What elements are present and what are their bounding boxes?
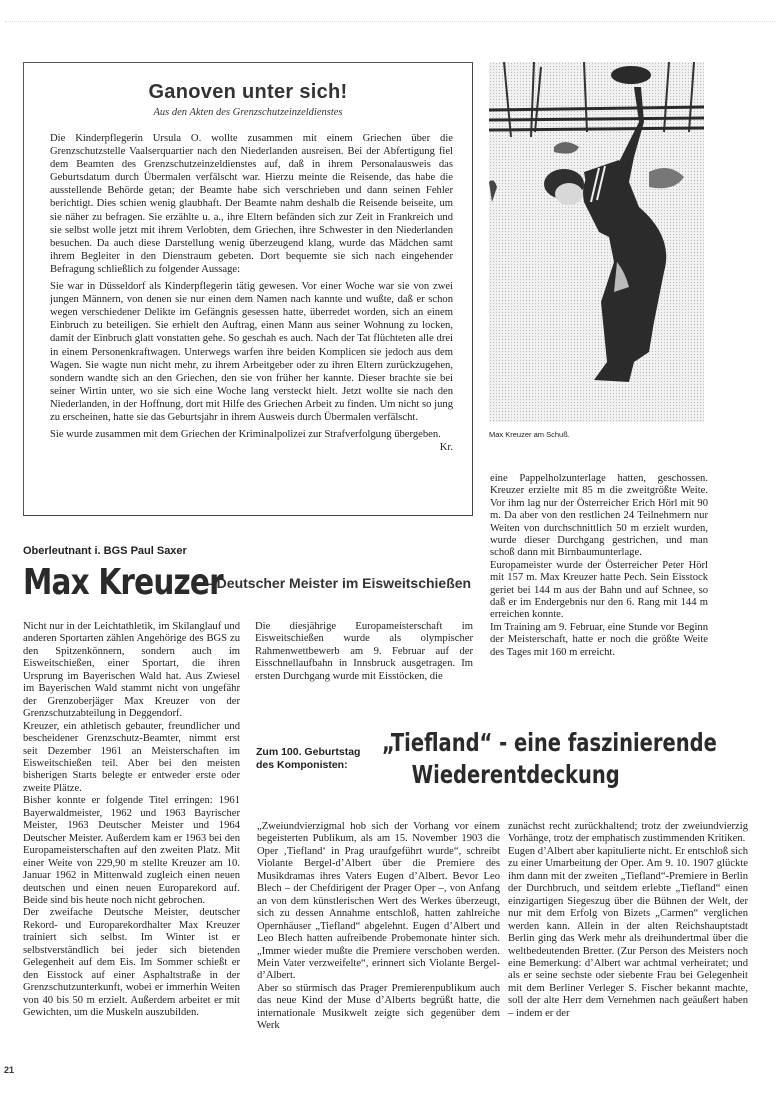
article-title: Ganoven unter sich! (148, 81, 348, 103)
page-edge-artifact (5, 21, 775, 23)
paragraph: Die diesjährige Europameisterschaft im Eisweitschießen wurde als olympischer Rahmenwettbewerb am 9. Februar auf der Eisschnellaufbahn in Innsbruck ausgetragen. Im ersten Durchgang wurde mit Eisstöcken, die (255, 621, 473, 682)
paragraph: Der zweifache Deutsche Meister, deutscher Rekord- und Europarekordhalter Max Kreuzer trainiert sich selbst. Im Winter ist er selbstverständlich bei jeder sich bietenden Gelegenheit auf dem Eis. Im Sommer schießt er den Eisstock auf einer Asphaltstraße in der Grenzschutzunterkunft, wobei er immerhin Weiten von 40 bis 50 m erzielt. Außerdem arbeitet er mit Gewichten, um die Muskeln auszubilden. (23, 907, 240, 1019)
headline-main: Max Kreuzer (23, 562, 223, 603)
paragraph (50, 428, 453, 454)
paragraph: Europameister wurde der Österreicher Peter Hörl mit 157 m. Max Kreuzer hatte Pech. Sein Eisstock geriet bei 144 m aus der Bahn und auf Schnee, so daß er im Endergebnis nur den 6. Rang mit 144 m erreichen konnte. (490, 559, 708, 621)
kreuzer-article-column-1 (23, 621, 240, 1020)
paragraph: Die Kinderpflegerin Ursula O. wollte zusammen mit einem Griechen über die Grenzschutzstelle Vaalserquartier nach den Niederlanden ausreisen. Bei der Abfertigung fiel dem Beamten des Grenzschutzeinzeldienstes auf, daß in ihrem Personalausweis das Geburtsdatum durch Übermalen verfälscht war. Hierzu meinte die Reisende, das habe die ausstellende Behörde getan; der Beamte habe sich verschrieben und dann seinen Fehler berichtigt. Dies schien wenig glaubhaft. Der Beamte nahm deshalb die Reisende beiseite, um sie näher zu befragen. Sie erzählte u. a., ihre Eltern befänden sich zur Zeit in Frankreich und sie selbst wolle jetzt mit ihrem Verlobten, dem Griechen, ihre Schwester in den Niederlanden besuchen. Da auch diese Darstellung wenig überzeugend klang, wurde das Mädchen samt ihrem Begleiter in den Dienstraum gebeten. Dort bequemte sie sich nach eingehender Befragung schließlich zu folgender Aussage: (50, 133, 453, 275)
headline-line: „Tiefland“ - eine faszinierende (382, 728, 717, 757)
paragraph: eine Pappelholzunterlage hatten, geschossen. Kreuzer erzielte mit 85 m die zweitgrößte Weite. Vor ihm lag nur der Österreicher Erich Hörl mit 90 m. Da aber von den restlichen 24 Teilnehmern nur Weiten von durchschnittlich 50 m erzielt wurden, wurde dieser Durchgang gestrichen, und man schoß dann mit Birnbaumunterlage. (490, 473, 708, 559)
tiefland-article-column-1 (257, 821, 500, 1033)
article-body (50, 132, 453, 454)
article-headline (23, 562, 471, 603)
tiefland-kicker (256, 746, 360, 772)
author-signature: Kr. (439, 442, 453, 454)
paragraph: Im Training am 9. Februar, eine Stunde vor Beginn der Meisterschaft, hatte er noch die größte Weite des Tages mit 160 m erreicht. (490, 621, 708, 658)
headline-sub: – Deutscher Meister im Eisweitschießen (205, 575, 472, 591)
paragraph-text: Sie wurde zusammen mit dem Griechen der Kriminalpolizei zur Strafverfolgung übergeben. (50, 429, 441, 441)
kreuzer-article-column-2 (255, 621, 473, 683)
headline-line: Wiederentdeckung (411, 760, 620, 789)
paragraph: „Zweiundvierzigmal hob sich der Vorhang vor einem begeisterten Publikum, als am 15. November 1903 die Oper ‚Tiefland‘ in Prag uraufgeführt wurde“, schreibt Violante Bergel-d’Albert über die Premiere des Musikdramas ihres Vaters Eugen d’Albert. Bevor Leo Blech – der Chefdirigent der Prager Oper –, von Anfang an von dem künstlerischen Wert des Werkes überzeugt, sich zu dessen Annahme entschloß, hatten zahlreiche Opernhäuser „Tiefland“ abgelehnt. Eugen d’Albert und Leo Blech hatten aufreibende Probemonate hinter sich. „Immer wieder mußte die Premiere verschoben werden. Mein Vater verzweifelte“, erinnert sich Violante Bergel-d’Albert. (257, 821, 500, 982)
paragraph: Kreuzer, ein athletisch gebauter, freundlicher und bescheidener Grenzschutz-Beamter, nimmt erst seit Dezember 1961 an Meisterschaften im Eisweitschießen teil. Aber bei den meisten bisherigen Starts belegte er entweder erste oder zweite Plätze. (23, 720, 240, 794)
kicker-line: des Komponisten: (256, 759, 348, 771)
kicker-line: Zum 100. Geburtstag (256, 746, 361, 758)
paragraph: Aber so stürmisch das Prager Premierenpublikum auch das neue Kind der Muse d’Alberts begrüßt hatte, die internationale Musikwelt zeigte sich gegenüber dem Werk (257, 982, 500, 1032)
kreuzer-article-column-right (490, 473, 708, 659)
tiefland-headline (382, 727, 717, 791)
photo-image (489, 62, 704, 422)
photo-max-kreuzer (489, 62, 704, 422)
paragraph: zunächst recht zurückhaltend; trotz der zweiundvierzig Vorhänge, trotz der emphatisch zustimmenden Kritiken. (508, 821, 748, 845)
article-byline: Oberleutnant i. BGS Paul Saxer (23, 545, 187, 557)
page-number: 21 (4, 1065, 15, 1075)
tiefland-article-column-2 (508, 821, 748, 1020)
paragraph: Eugen d’Albert aber kapitulierte nicht. Er entschloß sich zu einer Umarbeitung der Oper. Am 9. 10. 1907 glückte ihm dann mit der zweiten „Tiefland“-Premiere in Berlin der Durchbruch, und seitdem erlebte „Tiefland“ einen einzigartigen Siegeszug über die Bühnen der Welt, der nur mit dem Erfolg von Bizets „Carmen“ verglichen werden kann. Allein in der alten Reichshauptstadt Berlin ging das Werk mehr als dreihundertmal über die weltbedeutenden Bretter. (Zur Person des Meisters noch eine Bemerkung: d’Albert war achtmal verheiratet; und als er seine sechste oder siebente Frau bei Gelegenheit mit dem Berliner Verleger S. Fischer bekannt machte, soll der alte Herr dem Vernehmen nach geäußert haben – indem er der (508, 845, 748, 1019)
photo-caption: Max Kreuzer am Schuß. (489, 430, 570, 439)
paragraph: Sie war in Düsseldorf als Kinderpflegerin tätig gewesen. Vor einer Woche war sie von zwei jungen Männern, von denen sie nur einen dem Namen nach kannte und wußte, daß er schon wegen verschiedener Delikte im Gefängnis gesessen hatte, überredet worden, sich an einem Einbruch zu beteiligen. Sie erhielt den Auftrag, einen Mann aus seiner Wohnung zu locken, damit der Einbruch glatt vonstatten gehe. So geschah es auch. Nach der Tat flüchteten alle drei in einem Personenkraftwagen. Unterwegs warfen ihre beiden Komplicen sie jedoch aus dem Wagen. Sie wagte nun nicht mehr, zu ihrem Arbeitgeber oder zu ihren Eltern zurückzugehen, sondern wandte sich an den Griechen, den sie von früher her kannte. Dieser brachte sie bei seiner Wirtin unter, wo sie sich eine Woche lang versteckt hielt. Jetzt wollte sie nach den Niederlanden, in der Hoffnung, dort mit Hilfe des Griechen Arbeit zu finden. Um nicht so jung zu erscheinen, hatte sie das Geburtsjahr in ihrem Ausweis durch Übermalen verfälscht. (50, 281, 453, 423)
article-subtitle: Aus den Akten des Grenzschutzeinzeldienstes (153, 107, 343, 118)
paragraph: Bisher konnte er folgende Titel erringen: 1961 Bayerwaldmeister, 1962 und 1963 Bayrischer Meister, 1963 Deutscher Meister und 1964 Deutscher Meister. Außerdem kam er 1963 bei den Europameisterschaften auf den zweiten Platz. Mit einer Weite von 229,90 m stellte Kreuzer am 10. Januar 1962 in Mittenwald zugleich einen neuen deutschen und einen neuen Europarekord auf. Beide sind bis heute noch nicht gebrochen. (23, 795, 240, 906)
boxed-article-ganoven (23, 62, 473, 516)
paragraph: Nicht nur in der Leichtathletik, im Skilanglauf und anderen Sportarten zählen Angehörige des BGS zu den Spitzenkönnern, sondern auch im Eisweitschießen, einer Sportart, die ihren Ursprung im Bayerischen Wald hat. Aus Zwiesel im Bayerischen Wald stammt nicht von ungefähr der Grenzoberjäger Max Kreuzer von der Grenzschutzabteilung in Deggendorf. (23, 621, 240, 720)
